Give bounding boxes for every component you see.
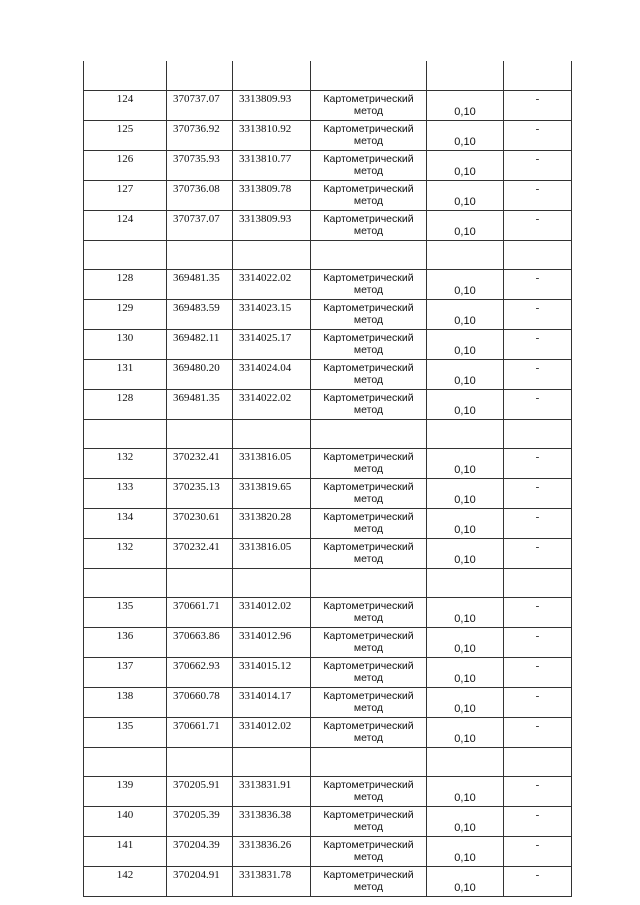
method-text-line2: метод (353, 314, 384, 326)
table-row (84, 628, 572, 658)
group-separator-row (84, 420, 572, 449)
table-row (84, 479, 572, 509)
method-cell (311, 807, 427, 837)
y-coordinate-cell: 3313831.78 (233, 867, 311, 897)
description-cell: - (504, 837, 572, 867)
method-text-line2: метод (353, 553, 384, 565)
accuracy-cell: 0,10 (427, 449, 504, 479)
y-coordinate-cell: 3314025.17 (233, 330, 311, 360)
method-text-line2: метод (353, 105, 384, 117)
empty-cell (84, 420, 167, 449)
x-coordinate-cell: 370662.93 (167, 658, 233, 688)
method-text-line1: Картометрический (323, 541, 414, 553)
method-text-line1: Картометрический (323, 183, 414, 195)
point-number-cell: 133 (84, 479, 167, 509)
empty-cell (311, 61, 427, 91)
description-cell: - (504, 807, 572, 837)
method-text-line2: метод (353, 732, 384, 744)
y-coordinate-cell: 3313836.26 (233, 837, 311, 867)
accuracy-cell: 0,10 (427, 718, 504, 748)
table-row (84, 688, 572, 718)
method-text-line2: метод (353, 881, 384, 893)
point-number-cell: 138 (84, 688, 167, 718)
empty-cell (84, 569, 167, 598)
point-number-cell: 140 (84, 807, 167, 837)
description-cell: - (504, 300, 572, 330)
x-coordinate-cell: 370205.91 (167, 777, 233, 807)
x-coordinate-cell: 369483.59 (167, 300, 233, 330)
x-coordinate-cell: 370204.91 (167, 867, 233, 897)
y-coordinate-cell: 3314014.17 (233, 688, 311, 718)
accuracy-cell: 0,10 (427, 598, 504, 628)
table-row (84, 777, 572, 807)
method-cell (311, 867, 427, 897)
table-row (84, 91, 572, 121)
table-row (84, 211, 572, 241)
y-coordinate-cell: 3314022.02 (233, 390, 311, 420)
table-row (84, 807, 572, 837)
y-coordinate-cell: 3313819.65 (233, 479, 311, 509)
description-cell: - (504, 598, 572, 628)
x-coordinate-cell: 369480.20 (167, 360, 233, 390)
table-row (84, 270, 572, 300)
method-text-line1: Картометрический (323, 630, 414, 642)
point-number-cell: 132 (84, 539, 167, 569)
x-coordinate-cell: 370235.13 (167, 479, 233, 509)
method-cell (311, 270, 427, 300)
method-text-line2: метод (353, 374, 384, 386)
method-text-line2: метод (353, 612, 384, 624)
accuracy-cell: 0,10 (427, 628, 504, 658)
point-number-cell: 126 (84, 151, 167, 181)
accuracy-cell: 0,10 (427, 151, 504, 181)
description-cell: - (504, 777, 572, 807)
method-text-line2: метод (353, 791, 384, 803)
method-cell (311, 718, 427, 748)
empty-cell (233, 569, 311, 598)
point-number-cell: 137 (84, 658, 167, 688)
x-coordinate-cell: 370232.41 (167, 449, 233, 479)
method-cell (311, 449, 427, 479)
method-cell (311, 330, 427, 360)
description-cell: - (504, 718, 572, 748)
x-coordinate-cell: 370736.08 (167, 181, 233, 211)
point-number-cell: 124 (84, 91, 167, 121)
x-coordinate-cell: 370735.93 (167, 151, 233, 181)
description-cell: - (504, 181, 572, 211)
method-text-line2: метод (353, 821, 384, 833)
method-text-line1: Картометрический (323, 93, 414, 105)
y-coordinate-cell: 3313809.93 (233, 211, 311, 241)
description-cell: - (504, 151, 572, 181)
table-row (84, 867, 572, 897)
accuracy-cell: 0,10 (427, 807, 504, 837)
x-coordinate-cell: 370661.71 (167, 598, 233, 628)
x-coordinate-cell: 370737.07 (167, 211, 233, 241)
empty-cell (504, 241, 572, 270)
method-cell (311, 390, 427, 420)
empty-cell (504, 748, 572, 777)
coordinates-table (83, 61, 572, 897)
accuracy-cell: 0,10 (427, 181, 504, 211)
empty-cell (233, 241, 311, 270)
accuracy-cell: 0,10 (427, 270, 504, 300)
empty-cell (504, 61, 572, 91)
description-cell: - (504, 449, 572, 479)
accuracy-cell: 0,10 (427, 777, 504, 807)
y-coordinate-cell: 3313820.28 (233, 509, 311, 539)
method-text-line2: метод (353, 404, 384, 416)
point-number-cell: 125 (84, 121, 167, 151)
method-text-line1: Картометрический (323, 720, 414, 732)
table-top-continuation-row (84, 61, 572, 91)
method-text-line2: метод (353, 284, 384, 296)
description-cell: - (504, 479, 572, 509)
method-text-line2: метод (353, 195, 384, 207)
empty-cell (504, 569, 572, 598)
method-text-line1: Картометрический (323, 213, 414, 225)
accuracy-cell: 0,10 (427, 479, 504, 509)
method-text-line2: метод (353, 672, 384, 684)
method-cell (311, 509, 427, 539)
table-row (84, 390, 572, 420)
y-coordinate-cell: 3313831.91 (233, 777, 311, 807)
accuracy-cell: 0,10 (427, 658, 504, 688)
point-number-cell: 128 (84, 390, 167, 420)
method-text-line2: метод (353, 851, 384, 863)
method-cell (311, 688, 427, 718)
accuracy-cell: 0,10 (427, 360, 504, 390)
table-row (84, 151, 572, 181)
method-text-line1: Картометрический (323, 779, 414, 791)
empty-cell (84, 61, 167, 91)
empty-cell (504, 420, 572, 449)
method-cell (311, 777, 427, 807)
method-text-line1: Картометрический (323, 362, 414, 374)
y-coordinate-cell: 3313810.77 (233, 151, 311, 181)
point-number-cell: 141 (84, 837, 167, 867)
method-text-line1: Картометрический (323, 392, 414, 404)
empty-cell (427, 748, 504, 777)
method-text-line2: метод (353, 642, 384, 654)
accuracy-cell: 0,10 (427, 390, 504, 420)
empty-cell (167, 569, 233, 598)
y-coordinate-cell: 3313816.05 (233, 539, 311, 569)
method-text-line1: Картометрический (323, 302, 414, 314)
empty-cell (84, 748, 167, 777)
method-text-line2: метод (353, 165, 384, 177)
table-row (84, 181, 572, 211)
method-text-line1: Картометрический (323, 272, 414, 284)
method-cell (311, 91, 427, 121)
empty-cell (233, 748, 311, 777)
description-cell: - (504, 658, 572, 688)
table-row (84, 837, 572, 867)
x-coordinate-cell: 370736.92 (167, 121, 233, 151)
accuracy-cell: 0,10 (427, 330, 504, 360)
table-row (84, 121, 572, 151)
empty-cell (427, 569, 504, 598)
accuracy-cell: 0,10 (427, 688, 504, 718)
method-text-line1: Картометрический (323, 869, 414, 881)
point-number-cell: 134 (84, 509, 167, 539)
y-coordinate-cell: 3313809.93 (233, 91, 311, 121)
table-row (84, 658, 572, 688)
description-cell: - (504, 390, 572, 420)
method-text-line1: Картометрический (323, 451, 414, 463)
accuracy-cell: 0,10 (427, 837, 504, 867)
accuracy-cell: 0,10 (427, 300, 504, 330)
point-number-cell: 135 (84, 718, 167, 748)
method-text-line1: Картометрический (323, 809, 414, 821)
y-coordinate-cell: 3314012.96 (233, 628, 311, 658)
method-text-line2: метод (353, 225, 384, 237)
accuracy-cell: 0,10 (427, 509, 504, 539)
description-cell: - (504, 91, 572, 121)
empty-cell (427, 241, 504, 270)
empty-cell (233, 61, 311, 91)
empty-cell (311, 420, 427, 449)
empty-cell (427, 420, 504, 449)
y-coordinate-cell: 3314023.15 (233, 300, 311, 330)
accuracy-cell: 0,10 (427, 121, 504, 151)
x-coordinate-cell: 370660.78 (167, 688, 233, 718)
method-cell (311, 181, 427, 211)
table-row (84, 449, 572, 479)
point-number-cell: 136 (84, 628, 167, 658)
method-text-line1: Картометрический (323, 153, 414, 165)
accuracy-cell: 0,10 (427, 539, 504, 569)
y-coordinate-cell: 3314022.02 (233, 270, 311, 300)
method-cell (311, 300, 427, 330)
method-cell (311, 837, 427, 867)
method-cell (311, 121, 427, 151)
point-number-cell: 131 (84, 360, 167, 390)
method-cell (311, 658, 427, 688)
point-number-cell: 142 (84, 867, 167, 897)
y-coordinate-cell: 3313809.78 (233, 181, 311, 211)
x-coordinate-cell: 370661.71 (167, 718, 233, 748)
method-cell (311, 360, 427, 390)
empty-cell (311, 748, 427, 777)
x-coordinate-cell: 370205.39 (167, 807, 233, 837)
method-text-line1: Картометрический (323, 332, 414, 344)
point-number-cell: 130 (84, 330, 167, 360)
x-coordinate-cell: 370737.07 (167, 91, 233, 121)
coordinates-table-body (84, 61, 572, 897)
empty-cell (311, 241, 427, 270)
method-cell (311, 151, 427, 181)
method-text-line1: Картометрический (323, 600, 414, 612)
table-row (84, 598, 572, 628)
accuracy-cell: 0,10 (427, 211, 504, 241)
accuracy-cell: 0,10 (427, 867, 504, 897)
group-separator-row (84, 241, 572, 270)
description-cell: - (504, 688, 572, 718)
description-cell: - (504, 211, 572, 241)
method-cell (311, 479, 427, 509)
x-coordinate-cell: 369482.11 (167, 330, 233, 360)
method-text-line1: Картометрический (323, 123, 414, 135)
description-cell: - (504, 330, 572, 360)
table-row (84, 718, 572, 748)
method-text-line1: Картометрический (323, 511, 414, 523)
y-coordinate-cell: 3313810.92 (233, 121, 311, 151)
method-text-line1: Картометрический (323, 660, 414, 672)
x-coordinate-cell: 369481.35 (167, 270, 233, 300)
x-coordinate-cell: 370232.41 (167, 539, 233, 569)
method-text-line2: метод (353, 344, 384, 356)
empty-cell (167, 241, 233, 270)
point-number-cell: 128 (84, 270, 167, 300)
empty-cell (233, 420, 311, 449)
empty-cell (84, 241, 167, 270)
description-cell: - (504, 628, 572, 658)
y-coordinate-cell: 3314012.02 (233, 598, 311, 628)
y-coordinate-cell: 3314012.02 (233, 718, 311, 748)
description-cell: - (504, 867, 572, 897)
empty-cell (427, 61, 504, 91)
method-text-line2: метод (353, 523, 384, 535)
x-coordinate-cell: 370230.61 (167, 509, 233, 539)
x-coordinate-cell: 369481.35 (167, 390, 233, 420)
empty-cell (311, 569, 427, 598)
description-cell: - (504, 121, 572, 151)
x-coordinate-cell: 370204.39 (167, 837, 233, 867)
y-coordinate-cell: 3313816.05 (233, 449, 311, 479)
group-separator-row (84, 569, 572, 598)
empty-cell (167, 748, 233, 777)
y-coordinate-cell: 3314024.04 (233, 360, 311, 390)
empty-cell (167, 61, 233, 91)
description-cell: - (504, 360, 572, 390)
method-text-line2: метод (353, 493, 384, 505)
point-number-cell: 139 (84, 777, 167, 807)
point-number-cell: 127 (84, 181, 167, 211)
point-number-cell: 132 (84, 449, 167, 479)
accuracy-cell: 0,10 (427, 91, 504, 121)
description-cell: - (504, 270, 572, 300)
y-coordinate-cell: 3313836.38 (233, 807, 311, 837)
method-text-line2: метод (353, 463, 384, 475)
empty-cell (167, 420, 233, 449)
method-cell (311, 628, 427, 658)
y-coordinate-cell: 3314015.12 (233, 658, 311, 688)
point-number-cell: 135 (84, 598, 167, 628)
description-cell: - (504, 539, 572, 569)
method-text-line1: Картометрический (323, 690, 414, 702)
method-text-line2: метод (353, 702, 384, 714)
description-cell: - (504, 509, 572, 539)
method-cell (311, 539, 427, 569)
method-cell (311, 211, 427, 241)
table-row (84, 509, 572, 539)
method-text-line2: метод (353, 135, 384, 147)
table-row (84, 539, 572, 569)
method-text-line1: Картометрический (323, 839, 414, 851)
method-text-line1: Картометрический (323, 481, 414, 493)
point-number-cell: 124 (84, 211, 167, 241)
table-row (84, 330, 572, 360)
method-cell (311, 598, 427, 628)
group-separator-row (84, 748, 572, 777)
point-number-cell: 129 (84, 300, 167, 330)
x-coordinate-cell: 370663.86 (167, 628, 233, 658)
table-row (84, 360, 572, 390)
table-row (84, 300, 572, 330)
